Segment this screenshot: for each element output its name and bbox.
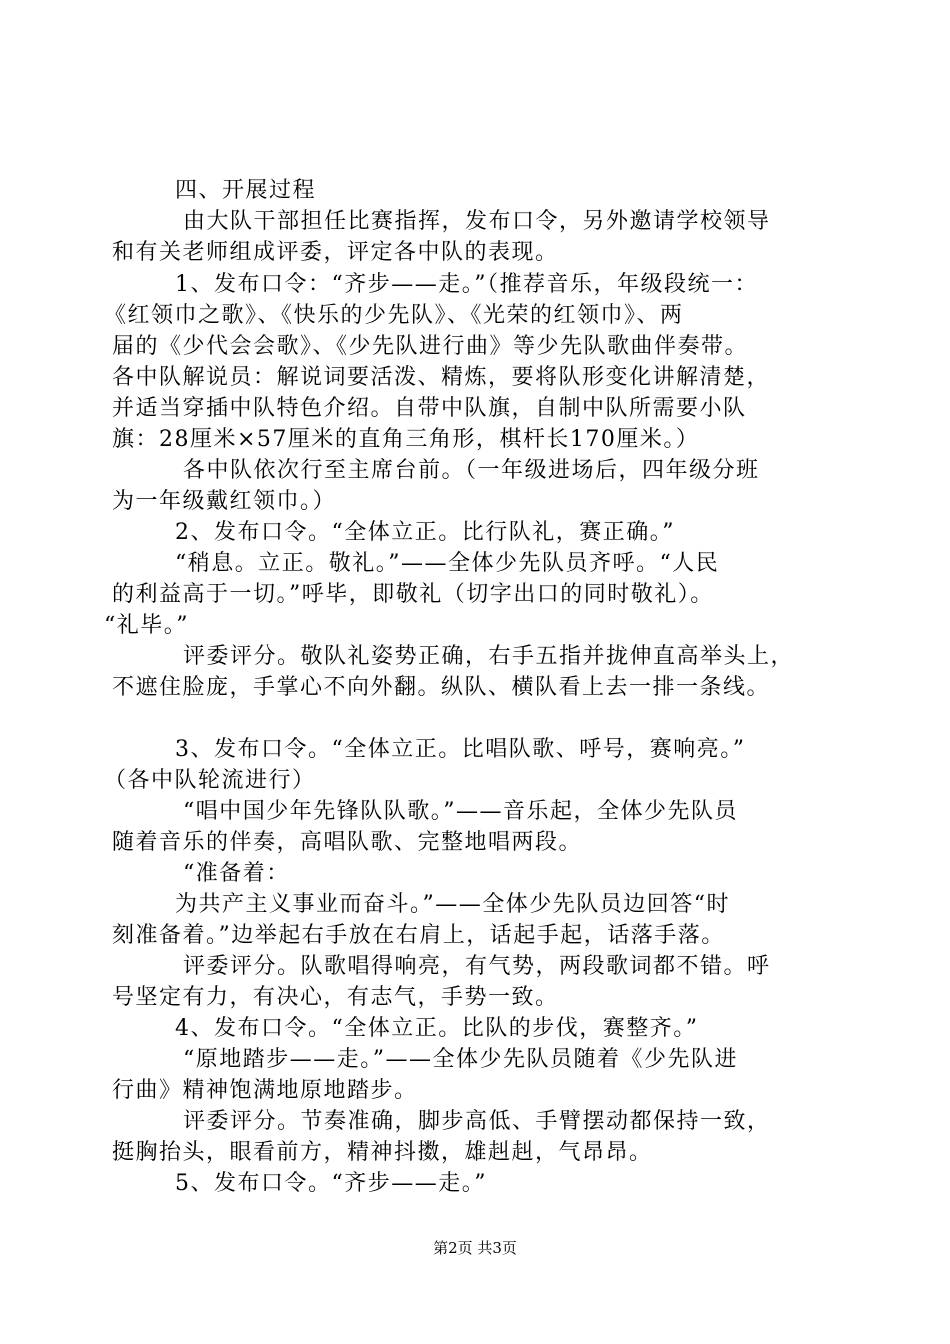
paragraph-line: 和有关老师组成评委，评定各中队的表现。 [112, 240, 559, 265]
page-footer: 第2页 共3页 [433, 1239, 517, 1257]
paragraph-line: 刻准备着。”边举起右手放在右肩上，话起手起，话落手落。 [112, 923, 725, 948]
paragraph-line: 号坚定有力，有决心，有志气，手势一致。 [112, 985, 559, 1010]
paragraph-line: 的利益高于一切。”呼毕，即敬礼（切字出口的同时敬礼）。 [112, 582, 714, 607]
paragraph-line: “准备着： [183, 861, 290, 886]
paragraph-line: 《红领巾之歌》、《快乐的少先队》、《光荣的红领巾》、两 [104, 303, 684, 328]
paragraph-line: 1、发布口令：“齐步——走。”（推荐音乐，年级段统一： [175, 272, 758, 297]
paragraph-line: 3、发布口令。“全体立正。比唱队歌、呼号，赛响亮。” [175, 737, 746, 762]
paragraph-line: 届的《少代会会歌》、《少先队进行曲》等少先队歌曲伴奏带。 [112, 334, 749, 359]
paragraph-line: 评委评分。节奏准确，脚步高低、手臂摆动都保持一致， [183, 1109, 771, 1134]
paragraph-line: 各中队解说员：解说词要活泼、精炼，要将队形变化讲解清楚， [112, 365, 771, 390]
paragraph-line: “唱中国少年先锋队队歌。”——音乐起，全体少先队员 [183, 799, 738, 824]
paragraph-line: 挺胸抬头，眼看前方，精神抖擞，雄赳赳，气昂昂。 [112, 1140, 653, 1165]
paragraph-line: 评委评分。队歌唱得响亮，有气势，两段歌词都不错。呼 [183, 954, 771, 979]
paragraph-line: （各中队轮流进行） [104, 768, 316, 793]
paragraph-line: 旗：28厘米×57厘米的直角三角形，棋杆长170厘米。） [112, 427, 700, 452]
paragraph-line: 5、发布口令。“齐步——走。” [175, 1171, 487, 1196]
paragraph-line: “稍息。立正。敬礼。”——全体少先队员齐呼。“人民 [175, 551, 720, 576]
paragraph-line: “礼毕。” [104, 613, 189, 638]
paragraph-line: 4、发布口令。“全体立正。比队的步伐，赛整齐。” [175, 1016, 699, 1041]
paragraph-line: 2、发布口令。“全体立正。比行队礼，赛正确。” [175, 520, 675, 545]
paragraph-line: 行曲》精神饱满地原地踏步。 [112, 1078, 418, 1103]
paragraph-line: 各中队依次行至主席台前。（一年级进场后，四年级分班 [183, 458, 760, 483]
paragraph-line: 为一年级戴红领巾。） [112, 489, 337, 514]
paragraph-line: “原地踏步——走。”——全体少先队员随着《少先队进 [183, 1047, 738, 1072]
paragraph-line: 并适当穿插中队特色介绍。自带中队旗，自制中队所需要小队 [112, 396, 747, 421]
paragraph-line: 不遮住脸庞，手掌心不向外翻。纵队、横队看上去一排一条线。 [112, 675, 771, 700]
paragraph-line: 由大队干部担任比赛指挥，发布口令，另外邀请学校领导 [183, 209, 771, 234]
paragraph-line: 随着音乐的伴奏，高唱队歌、完整地唱两段。 [112, 830, 583, 855]
paragraph-line: 为共产主义事业而奋斗。”——全体少先队员边回答“时 [175, 892, 730, 917]
section-heading: 四、开展过程 [175, 178, 317, 203]
paragraph-line: 评委评分。敬队礼姿势正确，右手五指并拢伸直高举头上， [183, 644, 795, 669]
